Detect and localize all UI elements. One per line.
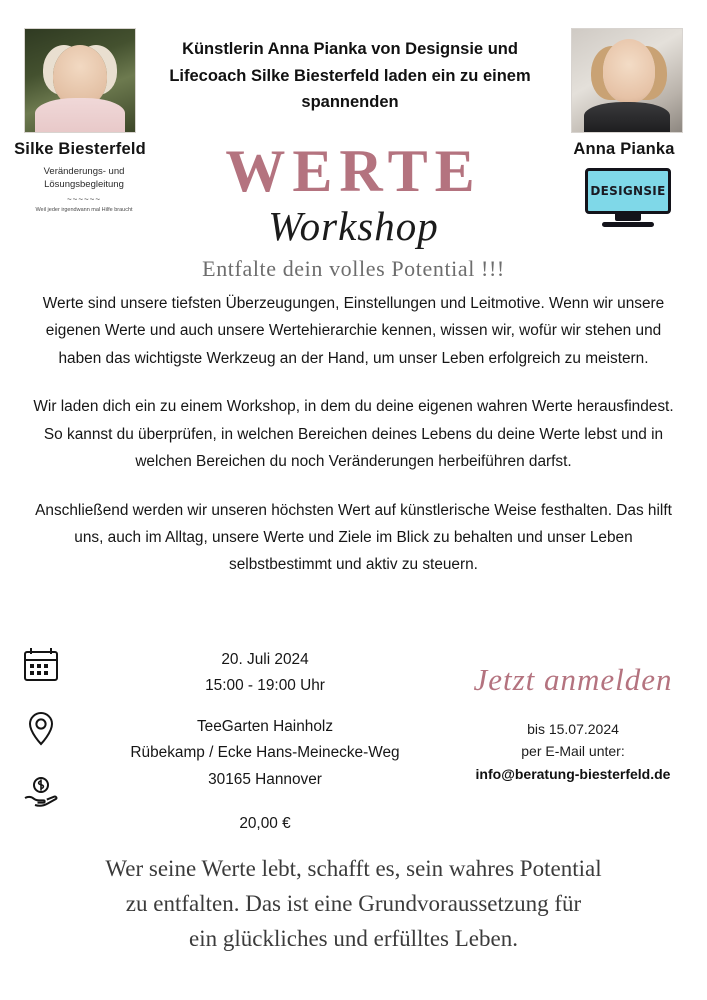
silke-divider: ~~~~~~	[66, 194, 102, 204]
body-paragraph-1: Werte sind unsere tiefsten Überzeugungen, Einstellungen und Leitmotive. Wenn wir unsere eigenen Werte und auch unsere Wertehierarchie kennen, wissen wir, wofür wir stehen und haben das wichtigste Werkzeug an der Hand, um unser Leben erfolgreich zu meistern.	[42, 295, 665, 367]
cta-deadline-block	[457, 719, 689, 762]
photo-silke-biesterfeld	[24, 28, 136, 133]
registration-callout	[457, 663, 689, 782]
intro-headline: Künstlerin Anna Pianka von Designsie und Lifecoach Silke Biesterfeld laden ein zu einem spannenden	[169, 40, 531, 112]
detail-street: Rübekamp / Ecke Hans-Meinecke-Weg	[130, 744, 400, 762]
hand-with-money-icon	[22, 773, 60, 811]
detail-venue: TeeGarten Hainholz	[196, 717, 334, 735]
footer-quote	[40, 852, 667, 957]
cta-headline: Jetzt anmelden	[473, 662, 673, 697]
footer-quote-line-2: zu entfalten. Das ist eine Grundvoraussetzung für	[125, 890, 582, 916]
designsie-logo-text: DESIGNSIE	[590, 184, 666, 198]
photo-anna-pianka	[571, 28, 683, 133]
body-paragraph-2: Wir laden dich ein zu einem Workshop, in dem du deine eigenen wahren Werte herausfindest. So kannst du überprüfen, in welchen Bereichen deines Lebens du deine Werte lebst und in welchen Bereichen du noch Veränderungen herbeiführen darfst.	[33, 398, 674, 471]
detail-city: 30165 Hannover	[208, 770, 322, 788]
title-slogan: Entfalte dein volles Potential !!!	[202, 256, 505, 281]
body-paragraph-3: Anschließend werden wir unseren höchsten Wert auf künstlerische Weise festhalten. Das hilft uns, auch im Alltag, unsere Werte und Ziele im Blick zu behalten und unser Leben selbstbestimmt und aktiv zu steuern.	[35, 501, 672, 574]
portrait-image-silke	[25, 29, 135, 132]
detail-time: 15:00 - 19:00 Uhr	[205, 677, 325, 695]
portrait-image-anna	[572, 29, 682, 132]
title-workshop: Workshop	[268, 203, 439, 249]
flyer-header	[0, 28, 707, 281]
detail-datetime	[95, 647, 435, 700]
event-details	[0, 645, 707, 835]
cta-deadline: bis 15.07.2024	[527, 721, 619, 738]
name-label-silke: Silke Biesterfeld	[14, 140, 146, 158]
silke-tagline: Weil jeder irgendwann mal Hilfe braucht	[35, 207, 133, 214]
detail-text-column	[95, 647, 435, 838]
footer-quote-line-3: ein glückliches und erfülltes Leben.	[189, 925, 518, 951]
name-label-anna: Anna Pianka	[573, 140, 675, 158]
detail-price: 20,00 €	[239, 815, 291, 833]
silke-credentials-line2: Lösungsbegleitung	[44, 178, 124, 190]
detail-icon-column	[22, 645, 82, 837]
detail-address	[95, 714, 435, 793]
title-werte: WERTE	[225, 138, 482, 204]
silke-credentials-line1: Veränderungs- und	[43, 166, 125, 177]
body-copy	[30, 290, 677, 579]
location-pin-icon	[22, 709, 60, 747]
cta-channel: per E-Mail unter:	[521, 742, 625, 759]
cta-email-link[interactable]: info@beratung-biesterfeld.de	[475, 766, 671, 783]
calendar-icon	[22, 645, 60, 683]
footer-quote-line-1: Wer seine Werte lebt, schafft es, sein wahres Potential	[105, 856, 602, 881]
detail-date: 20. Juli 2024	[221, 651, 309, 668]
